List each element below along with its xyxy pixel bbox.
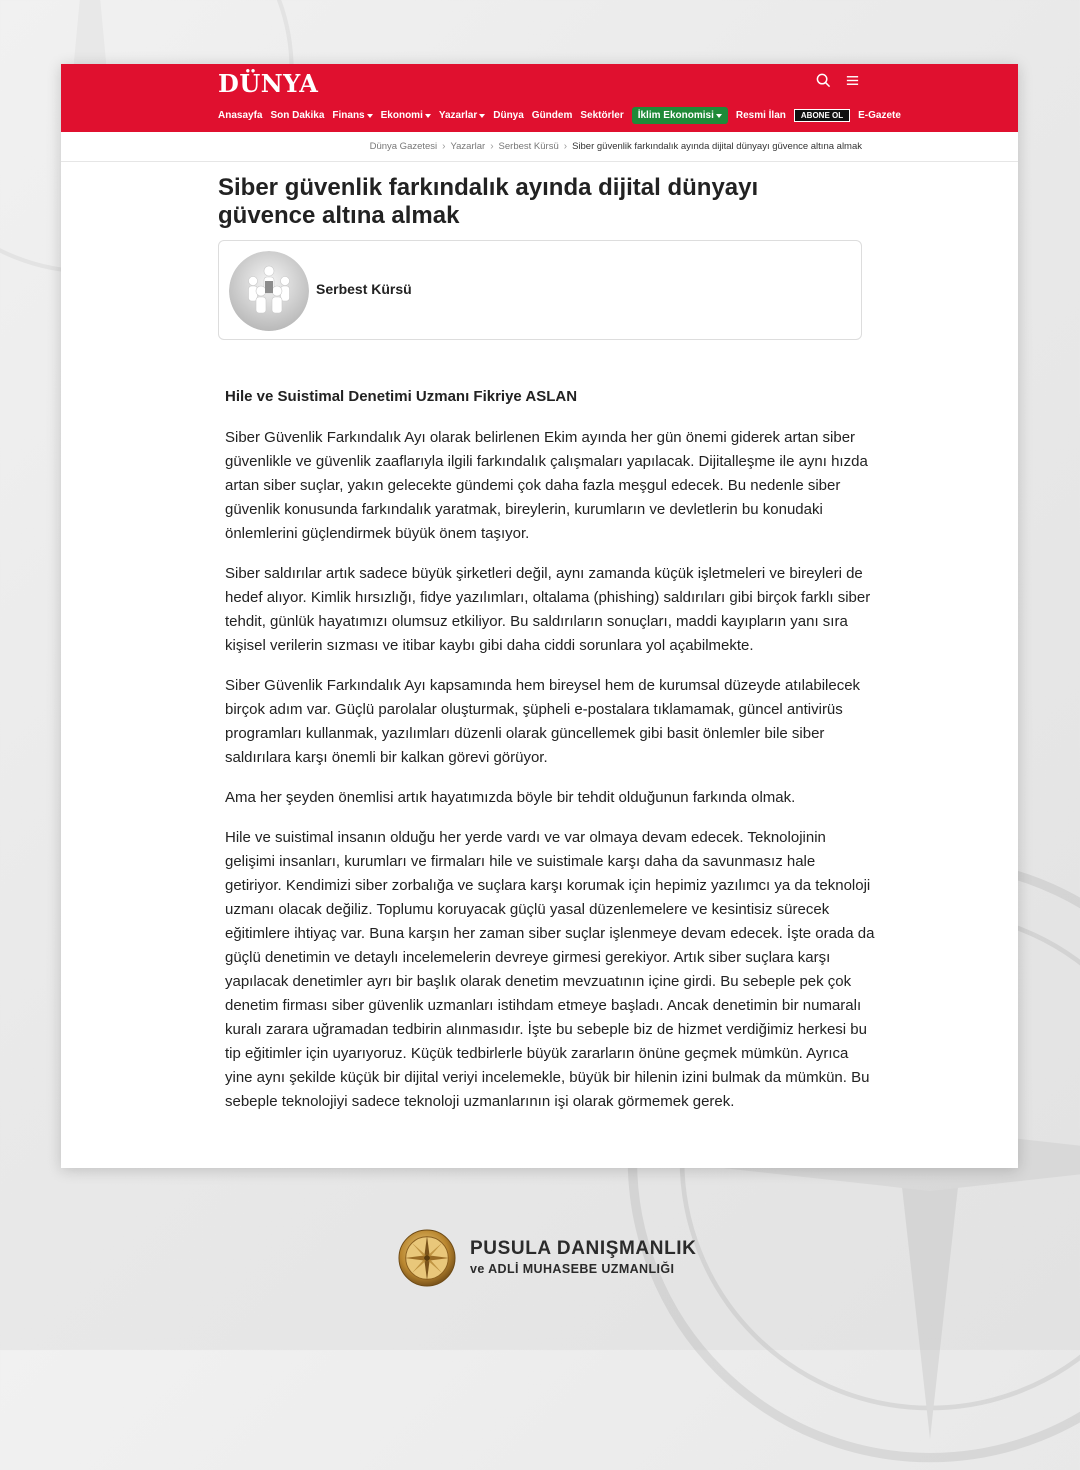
nav-yazarlar-label: Yazarlar <box>438 110 478 121</box>
nav-e-gazete[interactable]: E-Gazete <box>858 110 901 121</box>
article-title: Siber güvenlik farkındalık ayında dijital dünyayı güvence altına almak <box>218 174 759 229</box>
abone-ol-button[interactable]: ABONE OL <box>794 109 850 122</box>
author-name[interactable]: Serbest Kürsü <box>316 281 412 297</box>
site-header <box>61 64 1018 132</box>
nav-finans-label: Finans <box>332 110 365 121</box>
article-paragraph: Hile ve suistimal insanın olduğu her yerde vardı ve var olmaya devam edecek. Teknolojinin gelişimi insanları, kurumları ve firmaları hile ve suistimale karşı daha da savunmasız hale getiriyor. Kendimizi siber zorbalığa ve suçlara karşı korumak için hepimiz yazılımcı ya da teknoloji uzmanı olacak değiliz. Toplumu koruyacak güçlü yasal düzenlemelere ve kesintisiz sürecek eğitimlere ihtiyaç var. Buna karşın her zaman siber suçlar işlenmeye devam edecek. İşte orada da güçlü denetimin ve detaylı incelemelerin devreye girmesi gerekiyor. Artık siber suçlara karşı yapılacak denetimler ayrı bir başlık olarak denetim mevzuatının içine girdi. Bu sebeple pek çok denetim firması siber güvenlik uzmanları istihdam etmeye başladı. Ancak denetimin bir numaralı kuralı zarara uğramadan tedbirin alınmasıdır. İşte bu sebeple biz de hizmet verdiğimiz herkesi bu tip eğitimler için uyarıyoruz. Küçük tedbirlerle büyük zararların önüne geçmek mümkün. Ayrıca yine aynı şekilde küçük bir dijital veriyi incelemekle, büyük bir hilenin izini bulmak da mümkün. Bu sebeple teknolojiyi sadece teknoloji uzmanlarının işi olarak görmemek gerek. <box>225 829 875 1110</box>
article-page-screenshot <box>61 64 1018 1168</box>
nav-dunya[interactable]: Dünya <box>493 110 524 121</box>
chevron-down-icon <box>425 114 431 118</box>
nav-ekonomi-label: Ekonomi <box>380 110 423 121</box>
article-paragraph: Siber Güvenlik Farkındalık Ayı olarak belirlenen Ekim ayında her gün önemi giderek artan siber güvenlikle ve güvenlik zaaflarıyla ilgili farkındalık çalışmaları yapılacak. Dijitalleşme ile aynı hızda artan siber suçlar, yakın gelecekte gündemi çok daha fazla meşgul edecek. Bu nedenle siber güvenlik konusunda farkındalık yaratmak, bireylerin, kurumların ve devletlerin bu konudaki önlemlerini güçlendirmek büyük önem taşıyor. <box>225 429 868 542</box>
footer-brand-tagline: ve ADLİ MUHASEBE UZMANLIĞI <box>470 1262 675 1276</box>
nav-son-dakika[interactable]: Son Dakika <box>270 110 325 121</box>
nav-anasayfa[interactable]: Anasayfa <box>218 110 263 121</box>
site-logo[interactable]: DÜNYA <box>218 69 319 98</box>
nav-gundem[interactable]: Gündem <box>531 110 573 121</box>
nav-ekonomi[interactable] <box>381 110 431 121</box>
nav-finans[interactable] <box>332 110 372 121</box>
breadcrumb-home[interactable]: Dünya Gazetesi <box>369 141 438 152</box>
footer-brand <box>398 1227 728 1289</box>
article-body <box>225 386 875 1130</box>
author-avatar[interactable] <box>229 251 309 331</box>
chevron-down-icon <box>479 114 485 118</box>
breadcrumb-author[interactable]: Serbest Kürsü <box>498 141 559 152</box>
nav-iklim-label: İklim Ekonomisi <box>637 110 714 121</box>
article-paragraph: Siber saldırılar artık sadece büyük şirketleri değil, aynı zamanda küçük işletmeleri ve bireyleri de hedef alıyor. Kimlik hırsızlığı, fidye yazılımları, oltalama (phishing) saldırıları gibi birçok farklı siber tehdit, günlük hayatımızı olumsuz etkiliyor. Bu saldırıların sonuçları, maddi kayıpların yanı sıra kişisel verilerin sızması ve itibar kaybı gibi daha ciddi sorunlara yol açabilmekte. <box>225 565 871 654</box>
chevron-down-icon <box>367 114 373 118</box>
main-navigation <box>218 107 909 124</box>
hamburger-menu-icon[interactable] <box>845 73 860 88</box>
breadcrumb-current: Siber güvenlik farkındalık ayında dijital dünyayı güvence altına almak <box>572 141 862 152</box>
compass-logo-icon <box>398 1229 456 1287</box>
nav-iklim-ekonomisi[interactable] <box>632 107 728 124</box>
article-subheading: Hile ve Suistimal Denetimi Uzmanı Fikriye ASLAN <box>225 388 578 405</box>
breadcrumb <box>61 132 1018 162</box>
article-paragraph: Siber Güvenlik Farkındalık Ayı kapsamında hem bireysel hem de kurumsal düzeyde atılabilecek birçok adım var. Güçlü parolalar oluşturmak, şüpheli e-postalara tıklamamak, güncel antivirüs programları kullanmak, yazılımları düzenli olarak güncellemek gibi basit önlemler bile siber saldırılara karşı önemli bir kalkan görevi görüyor. <box>225 677 861 766</box>
nav-yazarlar[interactable] <box>439 110 485 121</box>
search-icon[interactable] <box>816 73 831 88</box>
author-card[interactable] <box>218 240 862 340</box>
nav-resmi-ilan[interactable]: Resmi İlan <box>735 110 786 121</box>
chevron-right-icon: › <box>563 141 568 152</box>
article-paragraph: Ama her şeyden önemlisi artık hayatımızda böyle bir tehdit olduğunun farkında olmak. <box>225 789 796 806</box>
nav-sektorler[interactable]: Sektörler <box>580 110 624 121</box>
breadcrumb-section[interactable]: Yazarlar <box>450 141 486 152</box>
chevron-right-icon: › <box>490 141 494 152</box>
chevron-down-icon <box>716 114 722 118</box>
footer-brand-name: PUSULA DANIŞMANLIK <box>470 1238 697 1259</box>
chevron-right-icon: › <box>442 141 446 152</box>
